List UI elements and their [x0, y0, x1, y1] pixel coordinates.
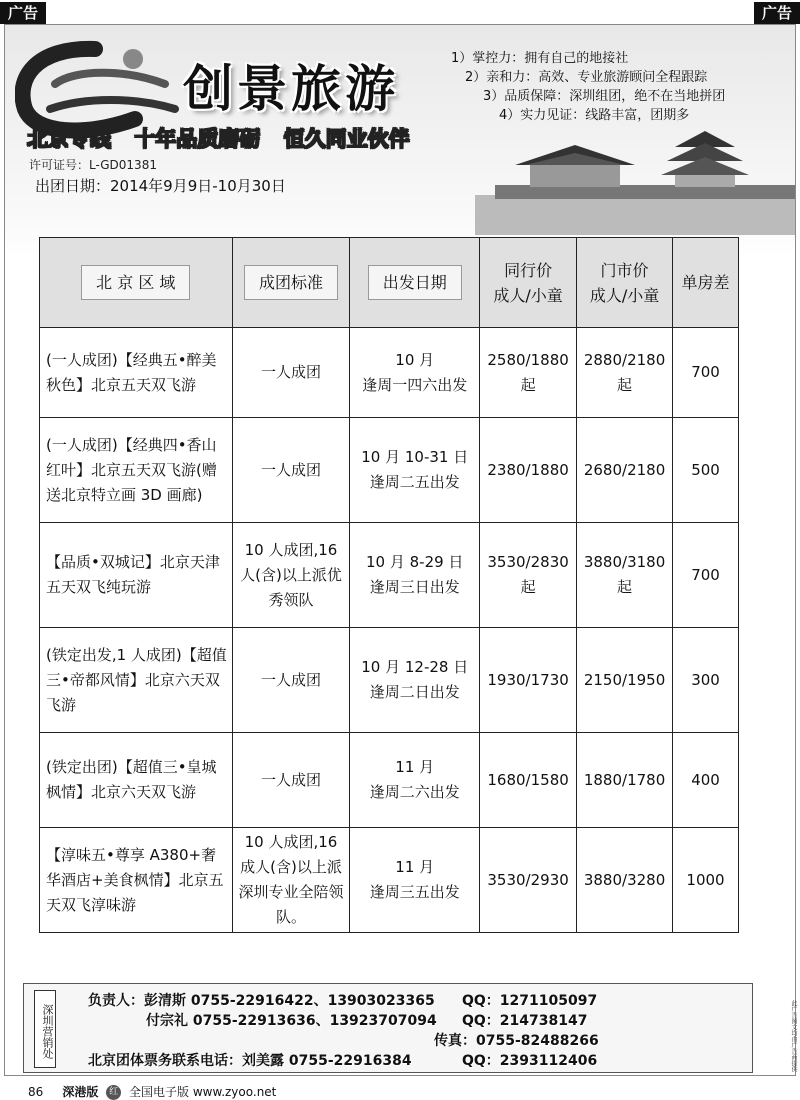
row-standard: 10 人成团,16 人(含)以上派优秀领队: [232, 523, 350, 628]
slogan: [27, 123, 426, 153]
row-peer-price: 2580/1880 起: [480, 328, 577, 418]
contact-qq-1: QQ：1271105097: [462, 993, 598, 1009]
contact-qq-2: QQ：214738147: [462, 1013, 588, 1029]
row-name: (铁定出发,1 人成团)【超值三•帝都风情】北京六天双飞游: [40, 628, 233, 733]
side-disclaimer: 此广告图文均由广告商提供: [790, 1000, 797, 1072]
row-single: 700: [673, 523, 739, 628]
brand-name: 创景旅游: [183, 59, 399, 118]
table-row: [40, 328, 739, 418]
row-retail-price: 1880/1780: [577, 733, 673, 828]
table-row: [40, 828, 739, 933]
header-departure: 出发日期: [350, 238, 480, 328]
feature-item: 1）掌控力：拥有自己的地接社: [451, 51, 629, 66]
contact-qq-3: QQ：2393112406: [462, 1053, 598, 1069]
edition-badge: 红: [106, 1085, 121, 1100]
contact-manager: 负责人：彭清斯 0755-22916422、13903023365: [88, 993, 435, 1009]
row-name: 【淳味五•尊享 A380+奢华酒店+美食枫情】北京五天双飞淳味游: [40, 828, 233, 933]
table-header-row: [40, 238, 739, 328]
row-date: 11 月 逢周三五出发: [350, 828, 480, 933]
row-date: 10 月 12-28 日 逢周二日出发: [350, 628, 480, 733]
slogan-b: 恒久同业伙伴: [283, 127, 410, 151]
row-standard: 一人成团: [232, 733, 350, 828]
contact-second: 付宗礼 0755-22913636、13923707094: [146, 1013, 437, 1029]
ad-frame: [4, 24, 796, 1076]
row-single: 1000: [673, 828, 739, 933]
row-single: 300: [673, 628, 739, 733]
row-standard: 一人成团: [232, 328, 350, 418]
row-retail-price: 3880/3180 起: [577, 523, 673, 628]
row-single: 500: [673, 418, 739, 523]
row-date: 10 月 10-31 日 逢周二五出发: [350, 418, 480, 523]
feature-item: 3）品质保障：深圳组团，绝不在当地拼团: [483, 89, 726, 104]
row-date: 11 月 逢周二六出发: [350, 733, 480, 828]
page-footer: [28, 1083, 276, 1100]
row-name: 【品质•双城记】北京天津五天双飞纯玩游: [40, 523, 233, 628]
row-date: 10 月 逢周一四六出发: [350, 328, 480, 418]
page-number: 86: [28, 1085, 44, 1099]
row-name: (铁定出团)【超值三•皇城枫情】北京六天双飞游: [40, 733, 233, 828]
ad-label-left: 广告: [0, 2, 46, 24]
row-retail-price: 3880/3280: [577, 828, 673, 933]
row-peer-price: 3530/2830 起: [480, 523, 577, 628]
ad-label-right: 广告: [754, 2, 800, 24]
row-retail-price: 2150/1950: [577, 628, 673, 733]
license-number: 许可证号：L-GD01381: [29, 158, 157, 172]
header-peer-price: 同行价 成人/小童: [480, 238, 577, 328]
header-standard: 成团标准: [232, 238, 350, 328]
feature-list: [451, 49, 781, 125]
table-row: [40, 628, 739, 733]
row-standard: 一人成团: [232, 418, 350, 523]
row-date: 10 月 8-29 日 逢周三日出发: [350, 523, 480, 628]
row-name: (一人成团)【经典四•香山红叶】北京五天双飞游(赠送北京特立画 3D 画廊): [40, 418, 233, 523]
header-single: 单房差: [673, 238, 739, 328]
slogan-line: 北京专线: [27, 127, 111, 151]
feature-item: 4）实力见证：线路丰富，团期多: [499, 108, 690, 123]
sales-office-tag: 深圳营销处: [34, 990, 56, 1068]
contact-fax: 传真：0755-82488266: [434, 1033, 599, 1049]
row-peer-price: 3530/2930: [480, 828, 577, 933]
row-retail-price: 2880/2180 起: [577, 328, 673, 418]
contact-panel: [23, 983, 753, 1073]
row-peer-price: 2380/1880: [480, 418, 577, 523]
row-single: 700: [673, 328, 739, 418]
contact-ticketing: 北京团体票务联系电话：刘美露 0755-22916384: [88, 1053, 412, 1069]
header-region: 北 京 区 域: [40, 238, 233, 328]
row-standard: 10 人成团,16 成人(含)以上派深圳专业全陪领队。: [232, 828, 350, 933]
edition-name: 深港版: [62, 1085, 99, 1099]
row-name: (一人成团)【经典五•醉美秋色】北京五天双飞游: [40, 328, 233, 418]
feature-item: 2）亲和力：高效、专业旅游顾问全程跟踪: [465, 70, 708, 85]
table-row: [40, 418, 739, 523]
row-peer-price: 1930/1730: [480, 628, 577, 733]
table-row: [40, 523, 739, 628]
row-standard: 一人成团: [232, 628, 350, 733]
table-row: [40, 733, 739, 828]
slogan-a: 十年品质磨砺: [134, 127, 261, 151]
row-retail-price: 2680/2180: [577, 418, 673, 523]
site-link[interactable]: 全国电子版 www.zyoo.net: [129, 1085, 277, 1099]
temple-illustration-icon: [475, 125, 796, 235]
tour-table: [39, 237, 739, 933]
departure-dates: 出团日期：2014年9月9日-10月30日: [35, 177, 286, 195]
row-single: 400: [673, 733, 739, 828]
header-retail-price: 门市价 成人/小童: [577, 238, 673, 328]
row-peer-price: 1680/1580: [480, 733, 577, 828]
